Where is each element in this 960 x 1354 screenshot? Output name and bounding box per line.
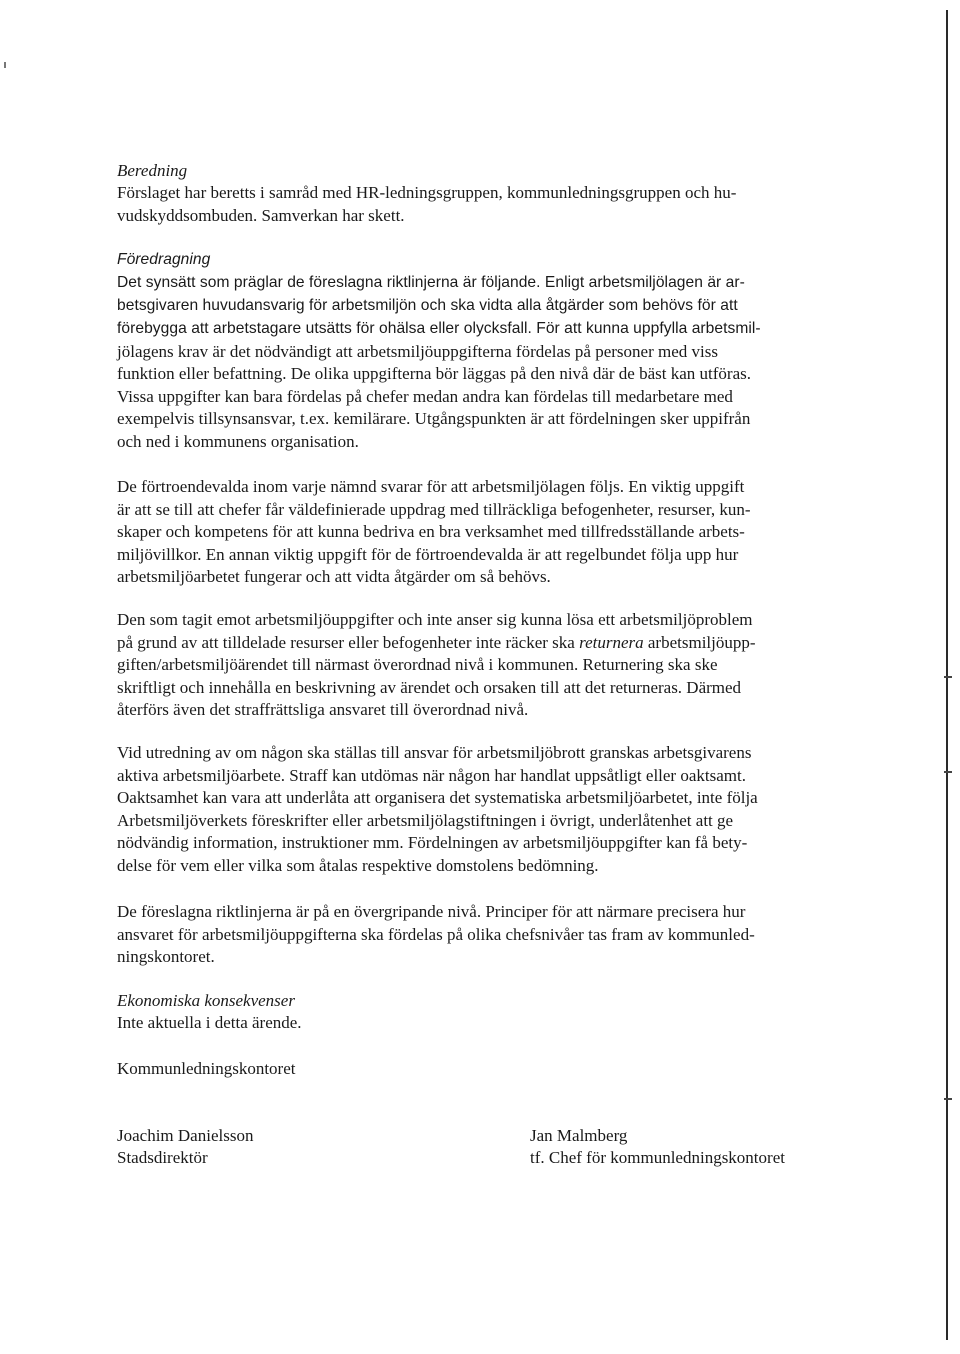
- text-span: För att kunna uppfylla arbetsmil-: [531, 320, 761, 337]
- signatory-name: Joachim Danielsson: [117, 1126, 254, 1145]
- scan-edge-mark: [944, 676, 952, 678]
- text-line: Arbetsmiljöverkets föreskrifter eller arbetsmiljölagstiftningen i övrigt, underlåtenhet att ge: [117, 810, 734, 830]
- heading-foredragning: Föredragning: [117, 251, 211, 268]
- text-line: Vissa uppgifter kan bara fördelas på chefer medan andra kan fördelas till medarbetare med: [117, 386, 733, 406]
- paragraph-fortroendevalda: [117, 476, 837, 589]
- scan-artifact: [4, 62, 6, 68]
- paragraph-returnera: [117, 609, 837, 722]
- text-span: Det synsätt som präglar de föreslagna riktlinjerna är följande.: [117, 274, 541, 291]
- text-line: [117, 317, 837, 341]
- heading-ekonomiska-konsekvenser: Ekonomiska konsekvenser: [117, 991, 295, 1010]
- text-line: funktion eller befattning. De olika uppgifterna bör läggas på den nivå där de bäst kan utföras.: [117, 364, 751, 383]
- section-beredning: [117, 160, 837, 227]
- scan-edge-mark: [944, 1098, 952, 1100]
- text-line: exempelvis tillsynsansvar, t.ex. kemilärare. Utgångspunkten är att fördelningen sker uppifrån: [117, 409, 751, 428]
- text-span: på grund av att tilldelade resurser eller befogenheter inte räcker ska: [117, 632, 580, 652]
- text-line: arbetsmiljöarbetet fungerar och att vidta åtgärder om så behövs.: [117, 567, 551, 586]
- signature-right: [530, 1125, 785, 1169]
- text-line: Den som tagit emot arbetsmiljöuppgifter och inte anser sig kunna lösa ett arbetsmiljöproblem: [117, 610, 753, 629]
- text-line: Förslaget har beretts i samråd med HR-ledningsgruppen, kommunledningsgruppen och hu-: [117, 183, 737, 202]
- signature-left: [117, 1125, 253, 1169]
- text-line: Vid utredning av om någon ska ställas till ansvar för arbetsmiljöbrott granskas arbetsgivarens: [117, 743, 752, 762]
- scan-edge-mark: [944, 771, 952, 773]
- text-line: betsgivaren huvudansvarig för arbetsmiljön och ska vidta alla åtgärder som behövs för att: [117, 296, 738, 314]
- text-line: [117, 632, 837, 655]
- text-line: miljövillkor. En annan viktig uppgift för de förtroendevalda är att regelbundet följa upp hur: [117, 544, 739, 564]
- section-ekonomiska: [117, 990, 837, 1035]
- scan-edge-line: [946, 10, 948, 1340]
- text-line: är att se till att chefer får väldefinierade uppdrag med tillräckliga befogenheter, resurser, kun-: [117, 499, 751, 519]
- text-line: och ned i kommunens organisation.: [117, 431, 359, 451]
- office-name: Kommunledningskontoret: [117, 1059, 296, 1078]
- text-line: ansvaret för arbetsmiljöuppgifterna ska fördelas på olika chefsnivåer tas fram av kommunled-: [117, 924, 755, 944]
- text-line: nödvändig information, instruktioner mm. Fördelningen av arbetsmiljöuppgifter kan få bety-: [117, 833, 748, 852]
- text-span: förebygga att arbetstagare utsätts för ohälsa eller olycksfall.: [117, 320, 532, 337]
- text-line: Inte aktuella i detta ärende.: [117, 1013, 302, 1032]
- signatory-name: Jan Malmberg: [530, 1126, 628, 1145]
- text-line: skriftligt och innehålla en beskrivning av ärendet och orsaken till att det returneras. Därmed: [117, 677, 742, 697]
- text-line: vudskyddsombuden. Samverkan har skett.: [117, 205, 405, 225]
- text-line: jölagens krav är det nödvändigt att arbetsmiljöuppgifterna fördelas på personer med viss: [117, 341, 718, 361]
- paragraph-riktlinjer: [117, 901, 837, 969]
- office-line: [117, 1058, 837, 1081]
- signatory-title: tf. Chef för kommunledningskontoret: [530, 1148, 785, 1167]
- text-line: De föreslagna riktlinjerna är på en övergripande nivå. Principer för att närmare precisera hur: [117, 902, 746, 921]
- paragraph-utredning: [117, 742, 837, 877]
- text-line: återförs även det straffrättsliga ansvaret till överordnad nivå.: [117, 700, 529, 719]
- text-line: [117, 271, 837, 295]
- text-span: arbetsmiljöupp-: [643, 632, 756, 652]
- text-line: Oaktsamhet kan vara att underlåta att organisera det systematiska arbetsmiljöarbetet, inte följa: [117, 788, 758, 807]
- text-line: giften/arbetsmiljöärendet till närmast överordnad nivå i kommunen. Returnering ska ske: [117, 655, 718, 674]
- text-span: Enligt arbetsmiljölagen är ar-: [540, 274, 745, 291]
- emphasis-returnera: returnera: [579, 632, 644, 652]
- signatory-title: Stadsdirektör: [117, 1148, 208, 1167]
- text-line: skaper och kompetens för att kunna bedriva en bra verksamhet med tillfredsställande arbets-: [117, 522, 745, 541]
- text-line: delse för vem eller vilka som åtalas respektive domstolens bedömning.: [117, 855, 599, 875]
- text-line: De förtroendevalda inom varje nämnd svarar för att arbetsmiljölagen följs. En viktig uppgift: [117, 477, 745, 496]
- text-line: aktiva arbetsmiljöarbete. Straff kan utdömas när någon har handlat uppsåtligt eller oaktsamt.: [117, 765, 746, 785]
- heading-beredning: Beredning: [117, 161, 188, 180]
- section-foredragning: [117, 249, 837, 453]
- text-line: ningskontoret.: [117, 947, 215, 966]
